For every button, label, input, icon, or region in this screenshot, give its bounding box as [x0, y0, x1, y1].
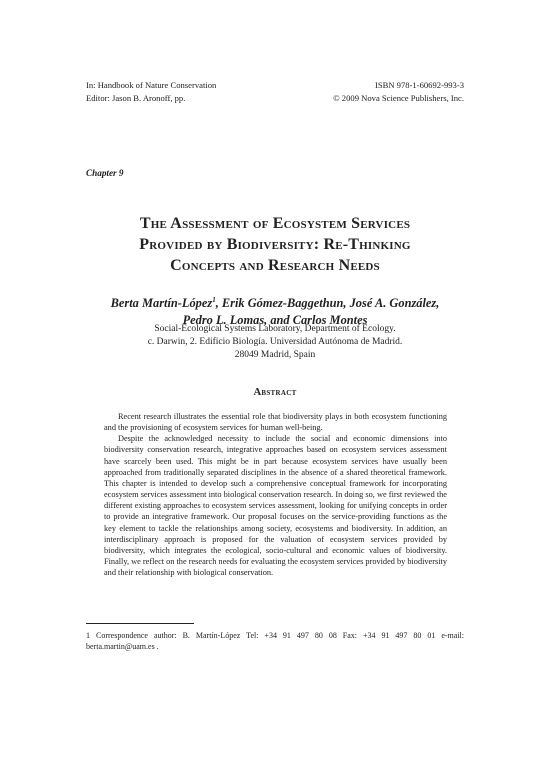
- footnote-number: 1: [86, 631, 90, 640]
- first-author: Berta Martín-López: [110, 296, 213, 311]
- abstract-paragraph: Despite the acknowledged necessity to include the social and economic dimensions into biodiversity conservation research, integrative approaches based on ecosystem services assessment have scarcely been used. This might be in part because ecosystem services have usually been approached from traditionally separated disciplines in the absence of a shared theoretical framework. This chapter is intended to develop such a comprehensive conceptual framework for incorporating ecosystem services assessment into biological conservation research. In doing so, we first reviewed the different existing approaches to ecosystem services assessment, looking for unifying concepts in order to provide an integrative framework. Our proposal focuses on the service-providing functions as the key element to tackle the relationships among society, ecosystems and biodiversity. In addition, an interdisciplinary approach is proposed for the valuation of ecosystem services provided by biodiversity, which integrates the ecological, socio-cultural and economic values of biodiversity. Finally, we reflect on the research needs for evaluating the ecosystem services provided by biodiversity and their relationship with biological conservation.: [104, 434, 447, 578]
- footnote-marker: 1: [212, 296, 216, 304]
- affiliation-line-3: 28049 Madrid, Spain: [234, 350, 316, 361]
- other-authors: , Erik Gómez-Baggethun, José A. González,: [215, 296, 440, 311]
- affiliation-line-1: Social-Ecological Systems Laboratory, Department of Ecology.: [154, 324, 396, 334]
- affiliation: [60, 323, 490, 363]
- paper-title: [60, 213, 490, 276]
- editor-line: Editor: Jason B. Aronoff, pp.: [86, 93, 186, 103]
- footnote: [86, 631, 464, 653]
- copyright-line: © 2009 Nova Science Publishers, Inc.: [333, 93, 464, 103]
- title-line-2: Provided by Biodiversity: Re-Thinking: [139, 236, 411, 253]
- affiliation-line-2: c. Darwin, 2. Edificio Biología. Universidad Autónoma de Madrid.: [147, 337, 403, 348]
- chapter-label: Chapter 9: [86, 168, 124, 178]
- title-line-3: Concepts and Research Needs: [170, 257, 380, 274]
- book-title: In: Handbook of Nature Conservation: [86, 80, 217, 90]
- title-line-1: The Assessment of Ecosystem Services: [139, 215, 411, 232]
- isbn: ISBN 978-1-60692-993-3: [374, 80, 464, 90]
- abstract-body: [104, 411, 447, 578]
- authors-line-1: [60, 292, 490, 312]
- header-row-2: [86, 92, 464, 105]
- running-header: [86, 79, 464, 105]
- abstract-heading: Abstract: [253, 387, 297, 398]
- header-row-1: [86, 79, 464, 92]
- authors-line-2: Pedro L. Lomas, and Carlos Montes: [182, 313, 368, 328]
- footnote-text: Correspondence author: B. Martín-López Tel: +34 91 497 80 08 Fax: +34 91 497 80 01 e-mail: berta.martin@uam.es .: [86, 631, 464, 651]
- abstract-paragraph: Recent research illustrates the essential role that biodiversity plays in both ecosystem functioning and the provisioning of ecosystem services for human well-being.: [104, 412, 447, 433]
- footnote-rule: [86, 623, 194, 624]
